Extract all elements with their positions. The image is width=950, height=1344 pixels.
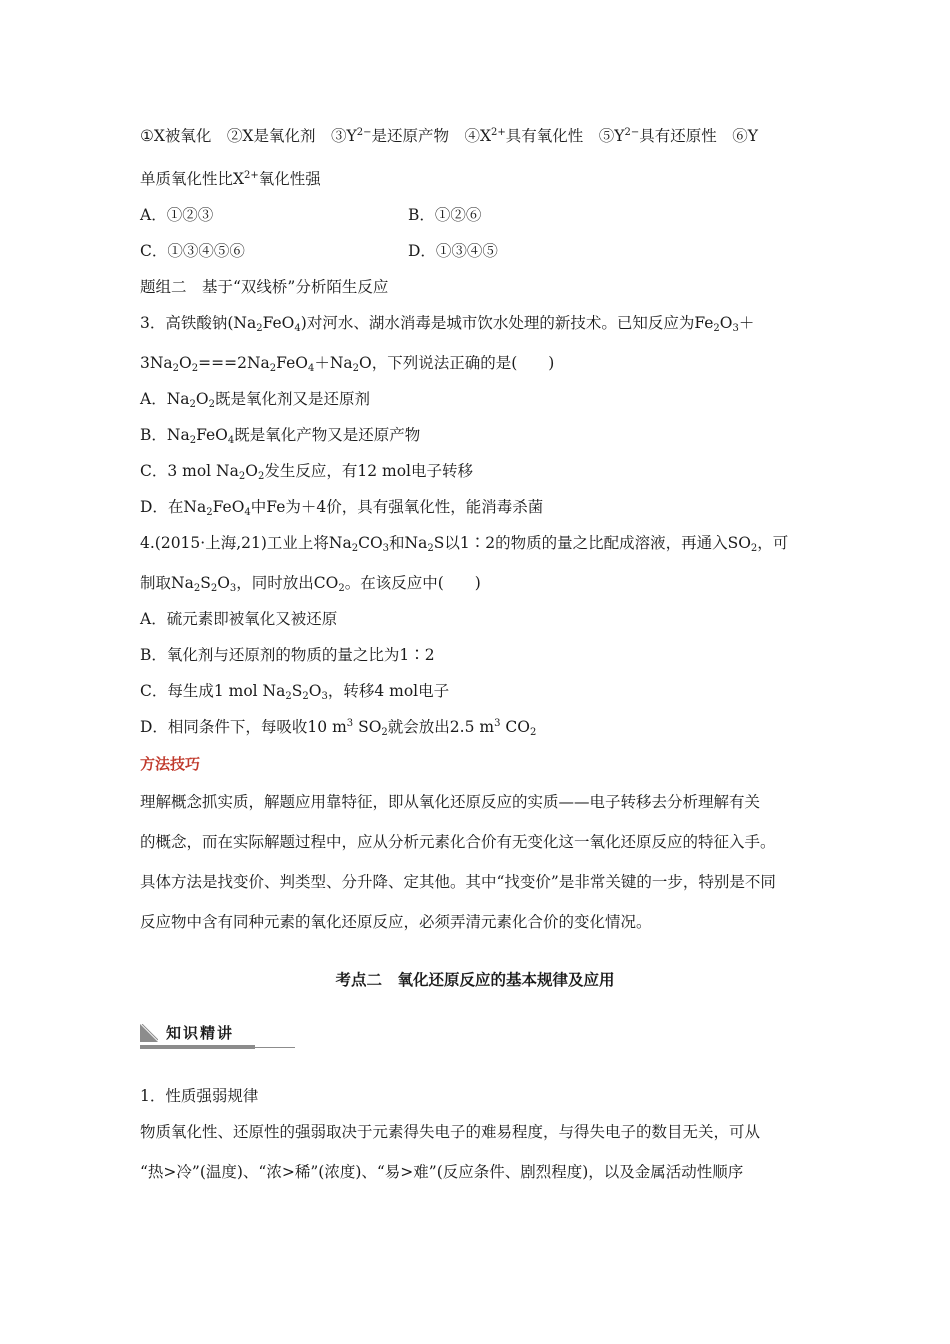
q3-option-a: A．$Na_2O_2$既是氧化剂又是还原剂	[140, 390, 370, 410]
q3-stem-line1: 3．高铁酸钠$(Na_2FeO_4)$对河水、湖水消毒是城市饮水处理的新技术。已知反应为$Fe_2O_3+$	[140, 314, 755, 334]
q2-statements-line1: ①X被氧化 ②X是氧化剂 $③Y^{2-}$是还原产物 $④X^{2+}$具有氧化性 $⑤Y^{2-}$具有还原性 ⑥Y	[140, 127, 758, 145]
q2-options-ab	[140, 203, 213, 227]
method-tips-title: 方法技巧	[140, 755, 201, 773]
section-title: 考点二 氧化还原反应的基本规律及应用	[335, 971, 615, 989]
q3-option-d: D．在$Na_2FeO_4$中Fe为＋4价，具有强氧化性，能消毒杀菌	[140, 498, 544, 518]
knowledge-label: 知识精讲	[166, 1024, 235, 1042]
q3-stem-line2: $3Na_2O_2===2Na_2FeO_4+Na_2O$，下列说法正确的是( )	[140, 354, 555, 374]
rule1-line-1: 物质氧化性、还原性的强弱取决于元素得失电子的难易程度，与得失电子的数目无关，可从	[140, 1123, 761, 1141]
rule1-line-2: “热>冷”(温度)、“浓>稀”(浓度)、“易>难”(反应条件、剧烈程度)，以及金属活动性顺序	[140, 1163, 744, 1181]
rule1-heading: 1．性质强弱规律	[140, 1087, 259, 1105]
method-line-4: 反应物中含有同种元素的氧化还原反应，必须弄清元素化合价的变化情况。	[140, 913, 652, 931]
header-underline-thin	[255, 1047, 295, 1048]
method-line-2: 的概念，而在实际解题过程中，应从分析元素化合价有无变化这一氧化还原反应的特征入手。	[140, 833, 776, 851]
q4-option-d: D．相同条件下，每吸收10 $m^3$ $SO_2$就会放出2.5 $m^3$ $CO_2$	[140, 718, 537, 738]
q4-option-c: C．每生成1 mol $Na_2S_2O_3$，转移4 mol电子	[140, 682, 450, 702]
group2-title: 题组二 基于“双线桥”分析陌生反应	[140, 278, 389, 296]
q4-stem-line1: 4.(2015·上海,21)工业上将$Na_2CO_3$和$Na_2S$以1∶2的物质的量之比配成溶液，再通入$SO_2$，可	[140, 534, 789, 554]
diagonal-triangle-icon	[140, 1024, 158, 1042]
q2-option-c: C．①③④⑤⑥	[140, 242, 245, 260]
method-line-3: 具体方法是找变价、判类型、分升降、定其他。其中“找变价”是非常关键的一步，特别是不同	[140, 873, 776, 891]
q2-option-a: A．①②③	[140, 206, 214, 224]
knowledge-header	[140, 1020, 295, 1048]
header-underline	[140, 1045, 255, 1049]
method-line-1: 理解概念抓实质，解题应用靠特征，即从氧化还原反应的实质——电子转移去分析理解有关	[140, 793, 761, 811]
q2-option-d: D．①③④⑤	[408, 242, 498, 260]
q4-option-b: B．氧化剂与还原剂的物质的量之比为1∶2	[140, 646, 435, 664]
q3-option-c: C．3 mol $Na_2O_2$发生反应，有12 mol电子转移	[140, 462, 473, 482]
q3-option-b: B．$Na_2FeO_4$既是氧化产物又是还原产物	[140, 426, 421, 446]
q4-stem-line2: 制取$Na_2S_2O_3$，同时放出$CO_2$。在该反应中( )	[140, 574, 481, 594]
q2-statements-line2: 单质氧化性比$X^{2+}$氧化性强	[140, 170, 321, 188]
q4-option-a: A．硫元素即被氧化又被还原	[140, 610, 338, 628]
q2-option-b: B．①②⑥	[408, 206, 482, 224]
